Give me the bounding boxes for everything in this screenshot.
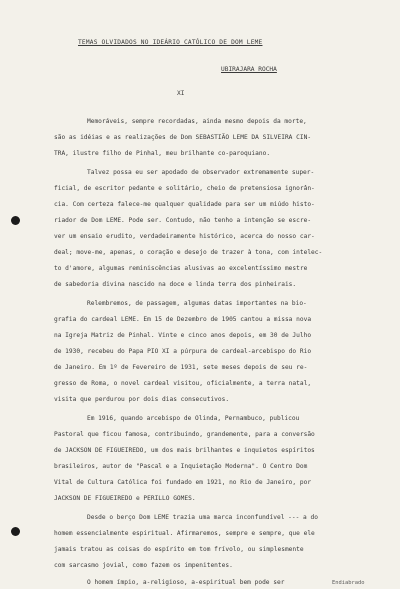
text-line: jamais tratou as coisas do espírito em tom frívolo, ou simplesmente <box>54 546 304 553</box>
text-line: grafia do cardeal LEME. Em 15 de Dezembro de 1905 cantou a missa nova <box>54 316 312 323</box>
text-line: com sarcasmo jovial, como fazem os impenitentes. <box>54 562 233 569</box>
text-line: JACKSON DE FIGUEIREDO e PERILLO GOMES. <box>54 495 196 502</box>
text-line: de Janeiro. Em 1º de Fevereiro de 1931, sete meses depois de seu re- <box>54 364 308 371</box>
text-line: TRA, ilustre filho de Pinhal, meu brilhante co-paroquiano. <box>54 150 271 157</box>
text-line: Vital de Cultura Católica foi fundado em 1921, no Rio de Janeiro, por <box>54 479 312 486</box>
punch-hole <box>11 216 20 225</box>
document-title: TEMAS OLVIDADOS NO IDEÁRIO CATÓLICO DE DOM LEME <box>78 39 263 46</box>
text-line: Memoráveis, sempre recordadas, ainda mesmo depois da morte, <box>87 118 307 125</box>
crossed-out-word: Endiabrado <box>332 580 365 586</box>
text-line: são as idéias e as realizações de Dom SEBASTIÃO LEME DA SILVEIRA CIN- <box>54 134 312 141</box>
text-line: na Igreja Matriz de Pinhal. Vinte e cinco anos depois, em 30 de Julho <box>54 332 312 339</box>
text-line: Desde o berço Dom LEME trazia uma marca inconfundível --- a do <box>87 514 318 521</box>
text-line: Relembremos, de passagem, algumas datas importantes na bio- <box>87 300 307 307</box>
text-line: to d'amore, algumas reminiscências alusivas ao excelentíssimo mestre <box>54 265 308 272</box>
text-line: ficial, de escritor pedante e solitário, cheio de pretensiosa ignorân- <box>54 185 315 192</box>
text-line: Em 1916, quando arcebispo de Olinda, Pernambuco, publicou <box>87 415 300 422</box>
text-line: ver um ensaio erudito, verdadeiramente histórico, acerca do nosso car- <box>54 233 315 240</box>
text-line: O homem ímpio, a-religioso, a-espiritual bem pode ser <box>87 579 285 586</box>
text-line: Talvez possa eu ser apodado de observador extremamente super- <box>87 169 315 176</box>
text-line: gresso de Roma, o novel cardeal visitou, oficialmente, a terra natal, <box>54 380 312 387</box>
section-number: XI <box>177 90 185 97</box>
text-line: deal; move-me, apenas, o coração e desejo de trazer à tona, com intelec- <box>54 249 323 256</box>
text-line: riador de Dom LEME. Pode ser. Contudo, não tenho a intenção se escre- <box>54 217 312 224</box>
punch-hole <box>11 527 20 536</box>
text-line: de JACKSON DE FIGUEIREDO, um dos mais brilhantes e inquietos espíritos <box>54 447 315 454</box>
text-line: visita que perdurou por dois dias consecutivos. <box>54 396 230 403</box>
author-name: UBIRAJARA ROCHA <box>221 66 277 73</box>
text-line: de 1930, recebeu do Papa PIO XI a púrpura de cardeal-arcebispo do Rio <box>54 348 312 355</box>
text-line: brasileiros, autor de "Pascal e a Inquietação Moderna". O Centro Dom <box>54 463 308 470</box>
text-line: Pastoral que ficou famosa, contribuindo, grandemente, para a conversão <box>54 431 315 438</box>
text-line: homem essencialmente espiritual. Afirmaremos, sempre e sempre, que ele <box>54 530 315 537</box>
text-line: de sabedoria divina nascido na doce e linda terra dos pinheirais. <box>54 281 297 288</box>
text-line: cia. Com certeza falece-me qualquer qualidade para ser um miúdo histo- <box>54 201 315 208</box>
